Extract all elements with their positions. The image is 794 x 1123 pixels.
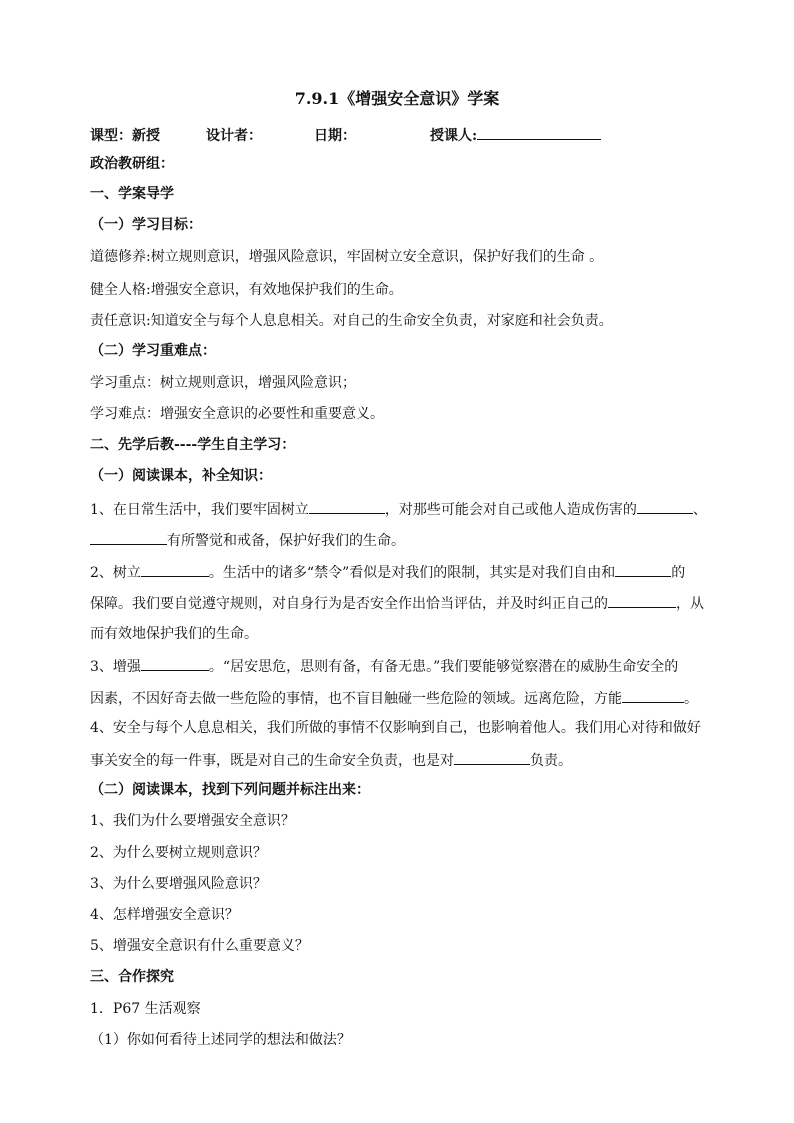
lesson-type: 课型：新授 — [90, 128, 160, 144]
list-item: 5、增强安全意识有什么重要意义？ — [90, 938, 309, 954]
question-2-line-3: 而有效地保护我们的生命。 — [90, 626, 258, 642]
section1-sub1: （一）学习目标： — [90, 217, 202, 233]
fill-blank[interactable] — [608, 594, 676, 608]
activity-question: （1）你如何看待上述同学的想法和做法？ — [90, 1032, 351, 1048]
section3-heading: 三、合作探究 — [90, 969, 174, 985]
document-title: 7.9.1《增强安全意识》学案 — [294, 89, 500, 108]
fill-blank[interactable] — [637, 500, 693, 514]
question-4-line-2: 事关安全的每一件事，既是对自己的生命安全负责，也是对 负责。 — [90, 753, 572, 769]
fill-blank[interactable] — [454, 751, 530, 765]
question-1-line-1: 1、在日常生活中，我们要牢固树立 ，对那些可能会对自己或他人造成伤害的 、 — [90, 502, 707, 518]
list-item: 1、我们为什么要增强安全意识？ — [90, 813, 295, 829]
question-2-line-2: 保障。我们要自觉遵守规则，对自身行为是否安全作出恰当评估，并及时纠正自己的 ，从 — [90, 596, 704, 612]
section2-sub2: （二）阅读课本，找到下列问题并标注出来： — [90, 782, 370, 798]
question-3-line-2: 因素，不因好奇去做一些危险的事情，也不盲目触碰一些危险的领域。远离危险，方能 。 — [90, 691, 698, 707]
goal-personality: 健全人格:增强安全意识，有效地保护我们的生命。 — [90, 282, 403, 298]
question-3-line-1: 3、增强 。“居安思危，思则有备，有备无患。”我们要能够觉察潜在的威胁生命安全的 — [90, 659, 679, 675]
goal-responsibility: 责任意识:知道安全与每个人息息相关。对自己的生命安全负责，对家庭和社会负责。 — [90, 313, 613, 329]
teacher-blank[interactable] — [477, 126, 601, 140]
key-point: 学习重点：树立规则意识，增强风险意识； — [90, 375, 356, 391]
date-label: 日期： — [314, 128, 356, 144]
fill-blank[interactable] — [90, 531, 167, 545]
question-2-line-1: 2、树立 。生活中的诸多“禁令”看似是对我们的限制，其实是对我们自由和 的 — [90, 565, 686, 581]
list-item: 3、为什么要增强风险意识？ — [90, 876, 267, 892]
group-label: 政治教研组： — [90, 156, 174, 172]
question-1-line-2: 有所警觉和戒备，保护好我们的生命。 — [90, 531, 405, 549]
fill-blank[interactable] — [141, 657, 209, 671]
teacher-label: 授课人: — [430, 128, 478, 144]
section1-heading: 一、学案导学 — [90, 186, 174, 202]
difficult-point: 学习难点：增强安全意识的必要性和重要意义。 — [90, 406, 384, 422]
goal-moral: 道德修养:树立规则意识，增强风险意识，牢固树立安全意识，保护好我们的生命 。 — [90, 249, 604, 265]
section1-sub2: （二）学习重难点： — [90, 343, 216, 359]
lesson-meta-row — [90, 126, 601, 144]
fill-blank[interactable] — [622, 689, 684, 703]
fill-blank[interactable] — [309, 500, 385, 514]
list-item: 4、怎样增强安全意识？ — [90, 907, 239, 923]
section2-sub1: （一）阅读课本，补全知识： — [90, 468, 272, 484]
designer-label: 设计者： — [206, 128, 262, 144]
section2-heading: 二、先学后教----学生自主学习： — [90, 437, 296, 453]
activity-item: 1．P67 生活观察 — [90, 1001, 201, 1017]
list-item: 2、为什么要树立规则意识？ — [90, 845, 267, 861]
question-4-line-1: 4、安全与每个人息息相关，我们所做的事情不仅影响到自己，也影响着他人。我们用心对待和做好 — [90, 720, 701, 736]
fill-blank[interactable] — [141, 563, 209, 577]
fill-blank[interactable] — [615, 563, 671, 577]
